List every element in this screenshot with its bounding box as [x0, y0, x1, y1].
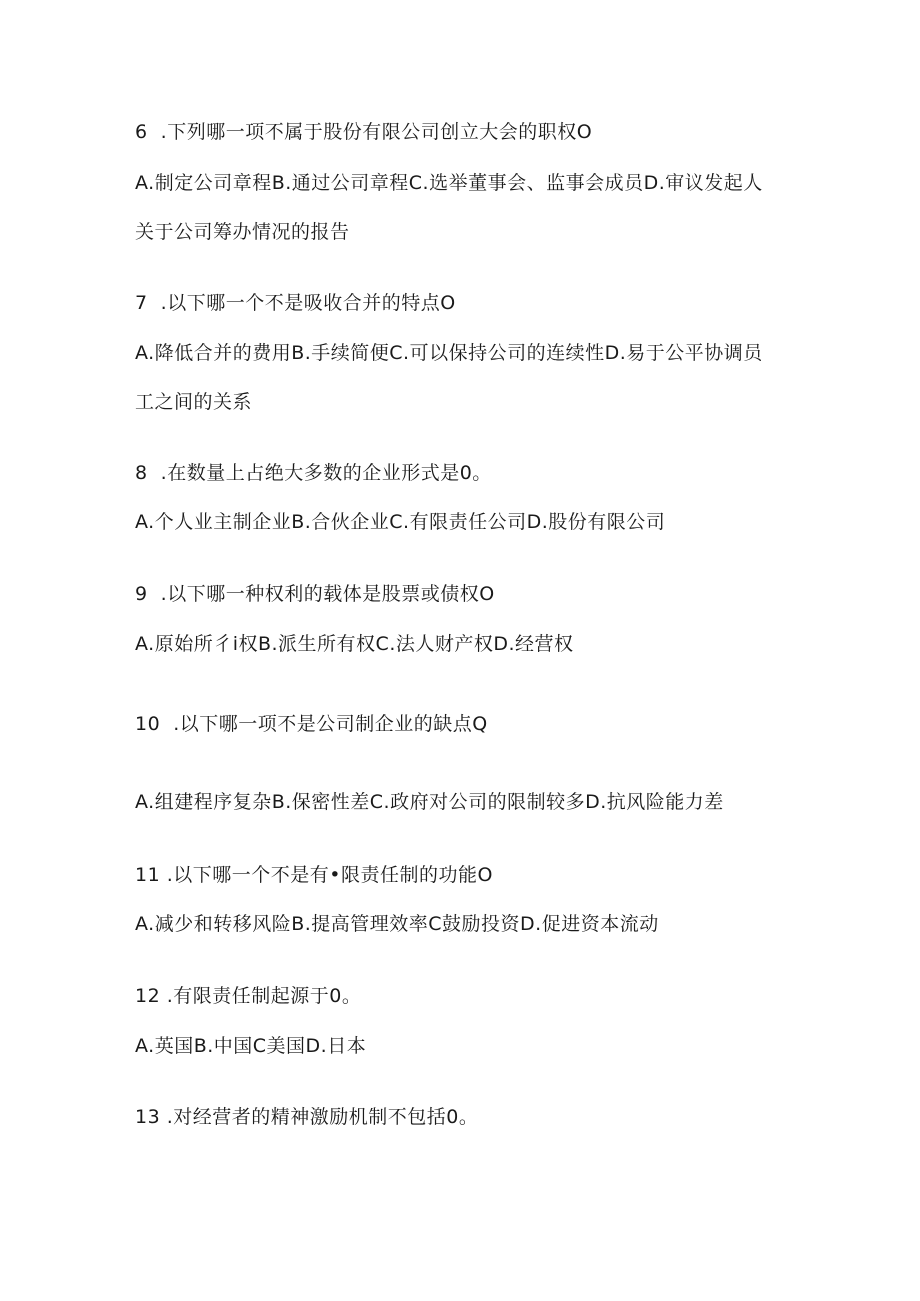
question-11: 11 .以下哪一个不是有•限责任制的功能O — [135, 864, 493, 886]
question-7: 7 .以下哪一个不是吸收合并的特点O — [135, 292, 456, 314]
question-8-options: A.个人业主制企业B.合伙企业C.有限责任公司D.股份有限公司 — [135, 511, 666, 533]
question-8: 8 .在数量上占绝大多数的企业形式是0。 — [135, 462, 492, 484]
question-7-options-line-1: A.降低合并的费用B.手续简便C.可以保持公司的连续性D.易于公平协调员 — [135, 342, 763, 364]
question-6: 6 .下列哪一项不属于股份有限公司创立大会的职权O — [135, 121, 593, 143]
question-9: 9 .以下哪一种权利的载体是股票或债权O — [135, 583, 495, 605]
question-6-options-line-1: A.制定公司章程B.通过公司章程C.选举董事会、监事会成员D.审议发起人 — [135, 172, 763, 194]
question-10: 10 .以下哪一项不是公司制企业的缺点Q — [135, 713, 488, 735]
question-9-options: A.原始所彳i权B.派生所有权C.法人财产权D.经营权 — [135, 633, 574, 655]
question-6-options-line-2: 关于公司筹办情况的报告 — [135, 221, 350, 243]
question-10-options: A.组建程序复杂B.保密性差C.政府对公司的限制较多D.抗风险能力差 — [135, 791, 724, 813]
question-12-options: A.英国B.中国C美国D.日本 — [135, 1035, 367, 1057]
question-13: 13 .对经营者的精神激励机制不包括0。 — [135, 1106, 479, 1128]
question-12: 12 .有限责任制起源于0。 — [135, 985, 362, 1007]
question-11-options: A.减少和转移风险B.提高管理效率C鼓励投资D.促进资本流动 — [135, 913, 659, 935]
question-7-options-line-2: 工之间的关系 — [135, 391, 253, 413]
